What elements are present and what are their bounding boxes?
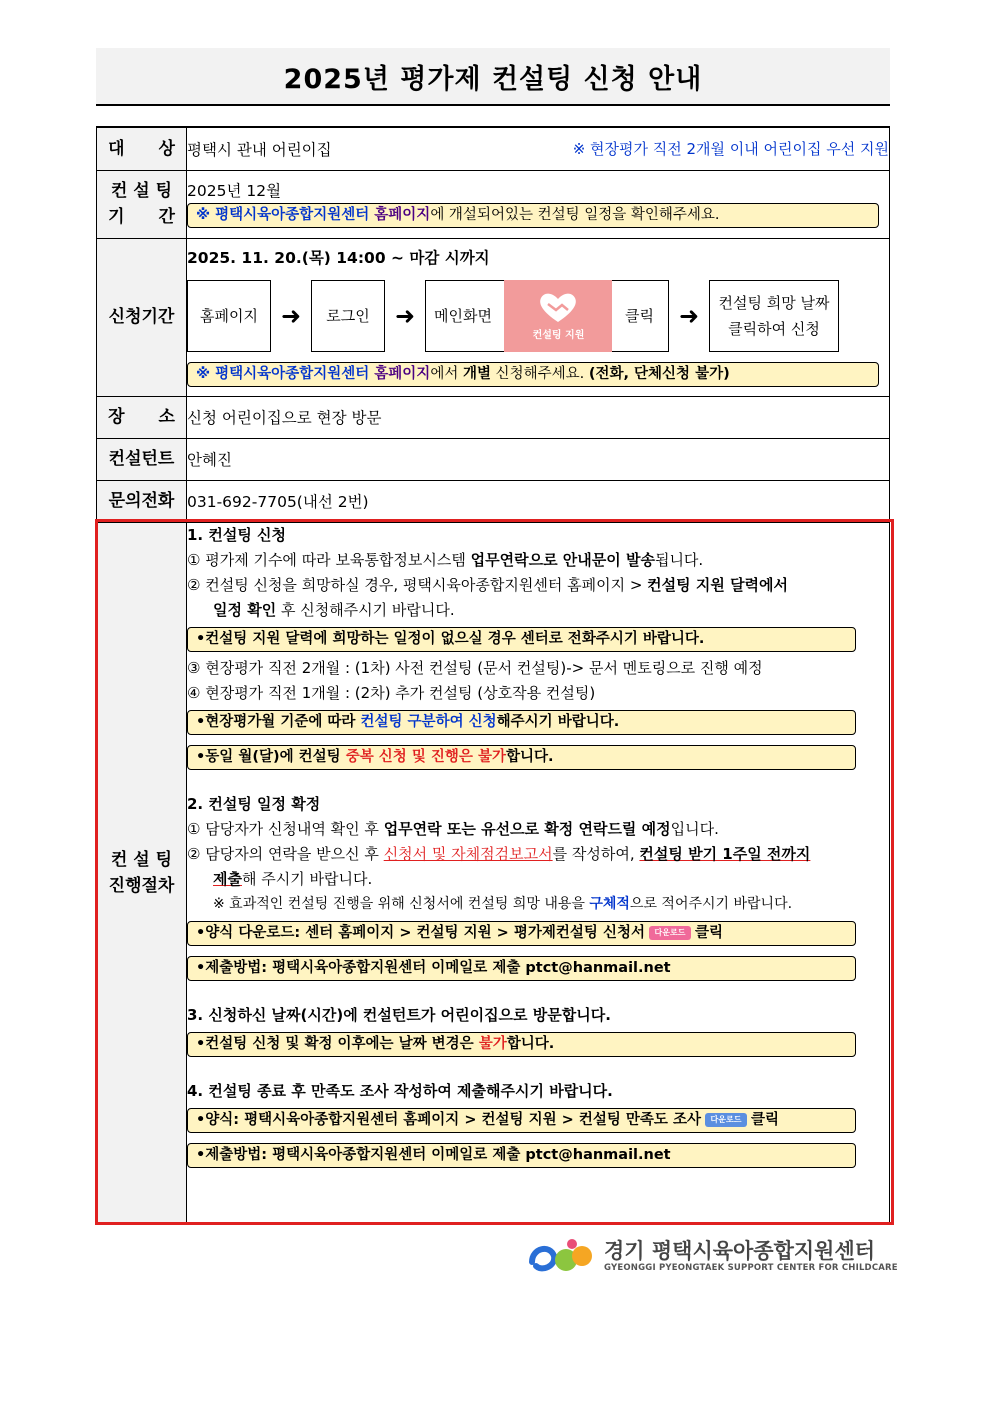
label-consultant: 컨설턴트 — [97, 438, 187, 480]
label-procedure: 컨 설 팅 진행절차 — [97, 522, 187, 1224]
s3-note: •컨설팅 신청 및 확정 이후에는 날짜 변경은 불가합니다. — [187, 1032, 856, 1057]
row-place — [97, 396, 890, 438]
s2-item-1: ① 담당자가 신청내역 확인 후 업무연락 또는 유선으로 확정 연락드릴 예정입니다. — [187, 819, 719, 838]
s1-note-2: •현장평가월 기준에 따라 컨설팅 구분하여 신청해주시기 바랍니다. — [187, 710, 856, 735]
label-period: 컨 설 팅 기 간 — [97, 170, 187, 238]
handshake-heart-icon — [537, 290, 579, 324]
place-value: 신청 어린이집으로 현장 방문 — [187, 396, 890, 438]
download-button[interactable]: 다운로드 — [649, 926, 691, 940]
label-phone: 문의전화 — [97, 480, 187, 522]
section-3-heading: 3. 신청하신 날짜(시간)에 컨설턴트가 어린이집으로 방문합니다. — [187, 1005, 611, 1024]
row-target — [97, 127, 890, 170]
arrow-icon: ➜ — [678, 301, 700, 330]
content-target — [187, 127, 890, 170]
content-apply — [187, 238, 890, 396]
info-table — [96, 126, 890, 1225]
footer-logo — [528, 1236, 898, 1276]
flow-homepage: 홈페이지 — [187, 280, 271, 352]
target-value: 평택시 관내 어린이집 — [187, 140, 332, 159]
target-note: ※ 현장평가 직전 2개월 이내 어린이집 우선 지원 — [572, 140, 889, 159]
consulting-support-tile[interactable]: 컨설팅 지원 — [504, 280, 612, 352]
s1-item-2: ② 컨설팅 신청을 희망하실 경우, 평택시육아종합지원센터 홈페이지 > 컨설팅 지원 달력에서 — [187, 575, 789, 594]
s1-note-1: •컨설팅 지원 달력에 희망하는 일정이 없으실 경우 센터로 전화주시기 바랍니다. — [187, 627, 856, 652]
arrow-icon: ➜ — [280, 301, 302, 330]
row-consultant — [97, 438, 890, 480]
s1-item-4: ④ 현장평가 직전 1개월 : (2차) 추가 컨설팅 (상호작용 컨설팅) — [187, 683, 596, 702]
period-value: 2025년 12월 — [187, 181, 282, 200]
flow-login: 로그인 — [311, 280, 385, 352]
center-name-en: GYEONGGI PYEONGTAEK SUPPORT CENTER FOR CHILDCARE — [604, 1263, 898, 1273]
section-1-heading: 1. 컨설팅 신청 — [187, 525, 287, 544]
s2-subnote: ※ 효과적인 컨설팅 진행을 위해 신청서에 컨설팅 희망 내용을 구체적으로 적어주시기 바랍니다. — [213, 895, 793, 912]
apply-date: 2025. 11. 20.(목) 14:00 ~ 마감 시까지 — [187, 248, 490, 267]
s1-item-1: ① 평가제 기수에 따라 보육통합정보시스템 업무연락으로 안내문이 발송됩니다. — [187, 550, 704, 569]
apply-flow — [187, 280, 889, 352]
label-place: 장 소 — [97, 396, 187, 438]
homepage-link[interactable]: 홈페이지 — [374, 365, 431, 382]
center-name-ko: 경기 평택시육아종합지원센터 — [604, 1239, 876, 1263]
consultant-value: 안혜진 — [187, 438, 890, 480]
s4-note-2: •제출방법: 평택시육아종합지원센터 이메일로 제출 ptct@hanmail.net — [187, 1143, 856, 1168]
s2-item-2-cont: 제출해 주시기 바랍니다. — [213, 869, 373, 888]
center-logo-icon — [528, 1236, 600, 1276]
procedure-content — [187, 522, 890, 1224]
homepage-link[interactable]: 홈페이지 — [374, 206, 431, 223]
s4-note-1: •양식: 평택시육아종합지원센터 홈페이지 > 컨설팅 지원 > 컨설팅 만족도 조사 다운로드 클릭 — [187, 1108, 856, 1133]
s2-note-2: •제출방법: 평택시육아종합지원센터 이메일로 제출 ptct@hanmail.net — [187, 956, 856, 981]
phone-value: 031-692-7705(내선 2번) — [187, 480, 890, 522]
section-4-heading: 4. 컨설팅 종료 후 만족도 조사 작성하여 제출해주시기 바랍니다. — [187, 1081, 613, 1100]
s2-item-2: ② 담당자의 연락을 받으신 후 신청서 및 자체점검보고서를 작성하여, 컨설팅 받기 1주일 전까지 — [187, 844, 811, 863]
download-button[interactable]: 다운로드 — [705, 1113, 747, 1127]
s1-item-2-cont: 일정 확인 후 신청해주시기 바랍니다. — [213, 600, 455, 619]
s2-note-1: •양식 다운로드: 센터 홈페이지 > 컨설팅 지원 > 평가제컨설팅 신청서 다운로드 클릭 — [187, 921, 856, 946]
s1-note-3: •동일 월(달)에 컨설팅 중복 신청 및 진행은 불가합니다. — [187, 745, 856, 770]
flow-final: 컨설팅 희망 날짜 클릭하여 신청 — [709, 280, 839, 352]
row-apply — [97, 238, 890, 396]
page-title: 2025년 평가제 컨설팅 신청 안내 — [96, 48, 890, 106]
arrow-icon: ➜ — [394, 301, 416, 330]
flow-main-screen: 메인화면 컨설팅 지원 클릭 — [425, 280, 669, 352]
row-period — [97, 170, 890, 238]
label-target: 대 상 — [97, 127, 187, 170]
row-procedure — [97, 522, 890, 1224]
section-2-heading: 2. 컨설팅 일정 확정 — [187, 794, 321, 813]
s1-item-3: ③ 현장평가 직전 2개월 : (1차) 사전 컨설팅 (문서 컨설팅)-> 문서 멘토링으로 진행 예정 — [187, 658, 763, 677]
apply-note: ※ 평택시육아종합지원센터 홈페이지에서 개별 신청해주세요. (전화, 단체신청 불가) — [187, 362, 879, 387]
content-period — [187, 170, 890, 238]
period-note: ※ 평택시육아종합지원센터 홈페이지에 개설되어있는 컨설팅 일정을 확인해주세요. — [187, 203, 879, 228]
label-apply: 신청기간 — [97, 238, 187, 396]
row-phone — [97, 480, 890, 522]
